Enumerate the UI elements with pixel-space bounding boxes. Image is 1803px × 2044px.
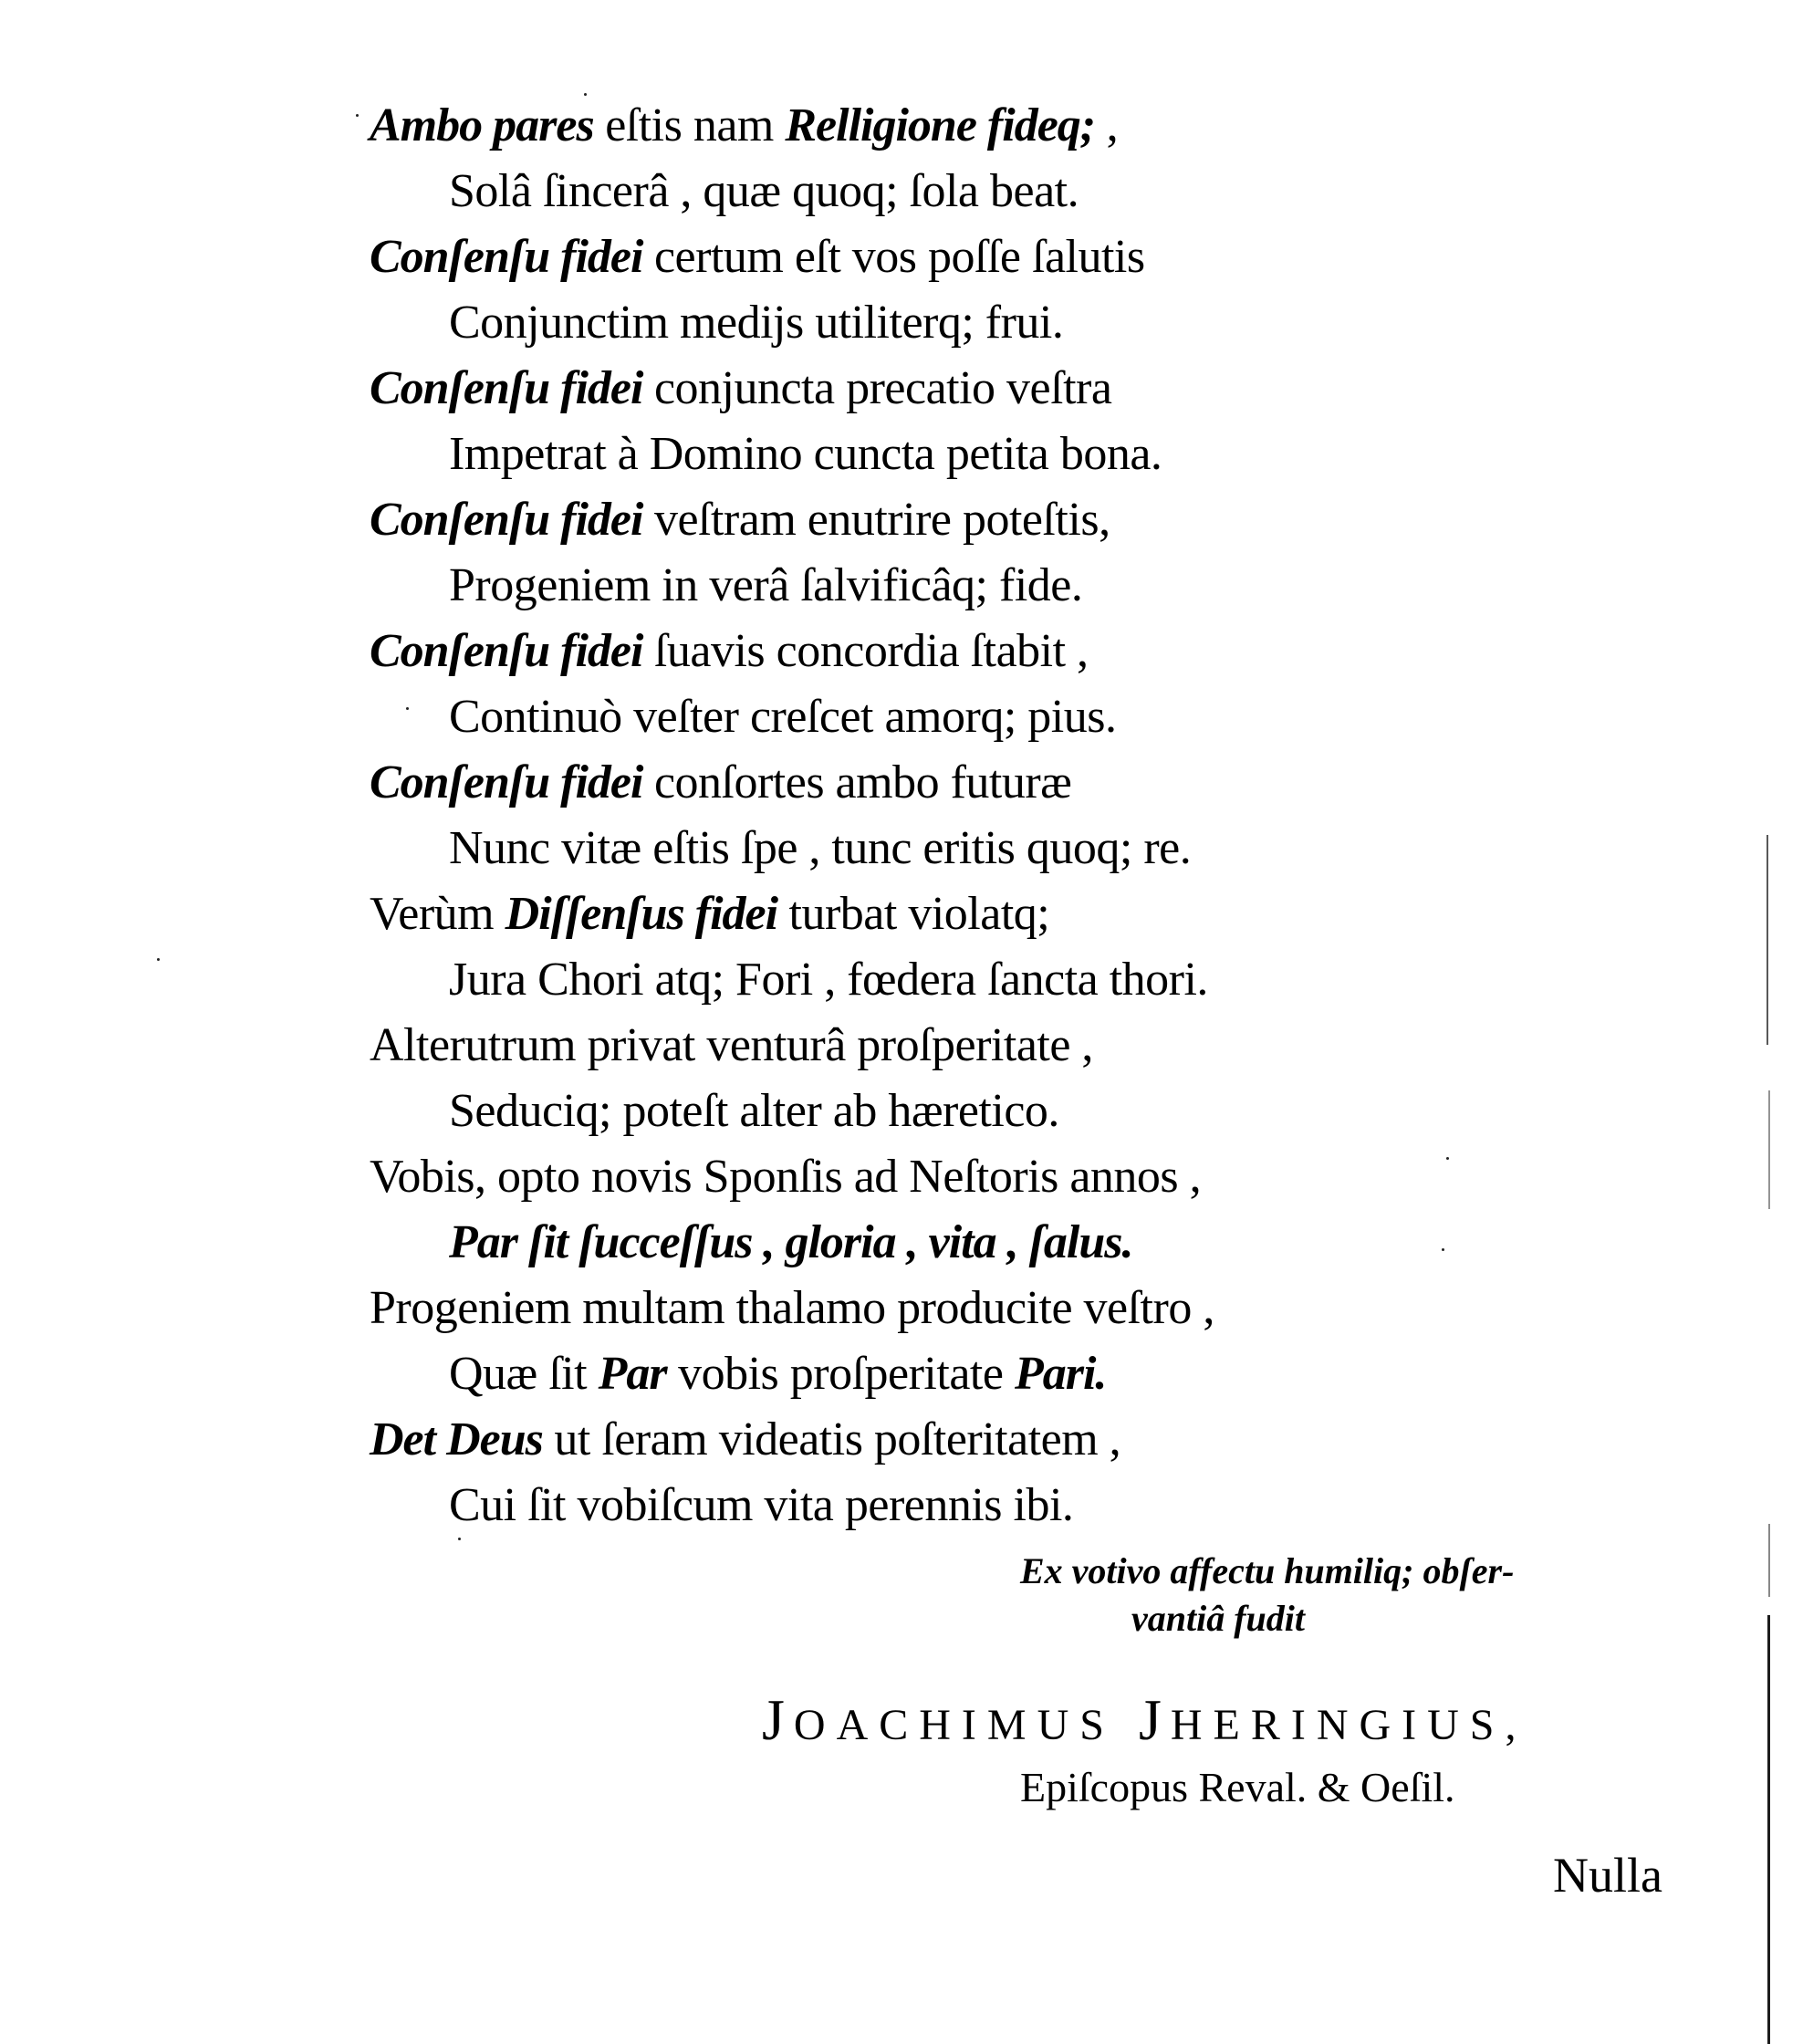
roman-text: turbat violatq; [777,888,1050,940]
roman-text: Progeniem in verâ ſalvificâq; fide. [449,559,1083,611]
italic-phrase: Par ſit ſucceſſus , gloria , vita , ſalus. [449,1216,1133,1268]
ink-speck [356,114,359,117]
poem-line-9 [370,624,1089,679]
ink-speck [157,958,160,961]
poem-line-7 [370,493,1110,548]
poem-line-3 [370,230,1145,285]
poem-line-12 [449,821,1191,876]
author-name [762,1688,1527,1757]
ink-speck [584,93,587,96]
poem-line-11 [370,756,1071,810]
author-title: Epiſcopus Reval. & Oeſil. [1020,1764,1455,1810]
dedication-line-2: vantiâ fudit [1131,1598,1306,1639]
ink-speck [1442,1248,1444,1251]
roman-text: Impetrat à Domino cuncta petita bona. [449,428,1162,480]
poem-line-4 [449,296,1063,350]
roman-text: Solâ ſincerâ , quæ quoq; ſola beat. [449,165,1079,217]
italic-phrase: Relligione fideq; [785,99,1096,151]
italic-phrase: Det Deus [370,1413,543,1465]
name-initial: J [1138,1687,1171,1752]
italic-phrase: Diſſenſus fidei [505,888,778,940]
punctuation: , [1095,99,1119,151]
roman-text: Cui ſit vobiſcum vita perennis ibi. [449,1479,1074,1531]
italic-phrase: Conſenſu fidei [370,494,643,546]
poem-line-6 [449,427,1162,482]
roman-text: Conjunctim medijs utiliterq; frui. [449,297,1064,349]
page-edge-line [1768,1524,1770,1597]
poem-line-21 [370,1413,1120,1467]
italic-phrase: Ambo pares [370,99,594,151]
roman-text: Nunc vitæ eſtis ſpe , tunc eritis quoq; re. [449,822,1192,874]
roman-text: vobis proſperitate [666,1348,1015,1400]
roman-text: Quæ ſit [449,1348,599,1400]
roman-text: conjuncta precatio veſtra [642,362,1112,414]
poem-line-17 [370,1150,1201,1204]
poem-line-10 [449,690,1116,745]
italic-phrase: Pari. [1014,1348,1107,1400]
poem-line-8 [449,558,1082,613]
catchword: Nulla [1553,1848,1662,1903]
roman-text: Vobis, opto novis Sponſis ad Neſtoris annos , [370,1151,1202,1203]
roman-text: conſortes ambo futuræ [642,756,1072,808]
poem-line-20 [449,1347,1106,1402]
page-edge-line [1767,1615,1770,2044]
roman-text: certum eſt vos poſſe ſalutis [642,231,1145,283]
ink-speck [458,1538,461,1540]
italic-phrase: Conſenſu fidei [370,625,643,677]
roman-text: ſuavis concordia ſtabit , [642,625,1089,677]
name-last: HERINGIUS, [1170,1701,1527,1749]
roman-text: Continuò veſter creſcet amorq; pius. [449,691,1117,743]
roman-text: Seduciq; poteſt alter ab hæretico. [449,1085,1059,1137]
name-first: OACHIMUS [793,1701,1115,1749]
poem-line-5 [370,361,1111,416]
roman-text: eſtis nam [593,99,786,151]
roman-text: veſtram enutrire poteſtis, [642,494,1110,546]
poem-line-1 [370,99,1118,153]
poem-line-2 [449,164,1079,219]
italic-phrase: Conſenſu fidei [370,362,643,414]
italic-phrase: Conſenſu fidei [370,231,643,283]
dedication-line-1: Ex votivo affectu humiliq; obſer- [1020,1550,1515,1591]
italic-phrase: Conſenſu fidei [370,756,643,808]
page-edge-line [1768,1090,1770,1209]
roman-text: Verùm [370,888,505,940]
roman-text: Alterutrum privat venturâ proſperitate , [370,1019,1093,1071]
ink-speck [406,707,409,710]
roman-text: Progeniem multam thalamo producite veſtro , [370,1282,1214,1334]
roman-text: Jura Chori atq; Fori , fœdera ſancta thori. [449,954,1208,1006]
poem-line-15 [370,1018,1093,1073]
poem-line-22 [449,1478,1073,1533]
poem-line-16 [449,1084,1059,1139]
roman-text: ut ſeram videatis poſteritatem , [542,1413,1121,1465]
poem-line-18 [449,1215,1133,1270]
italic-phrase: Par [598,1348,667,1400]
name-initial: J [762,1687,794,1752]
poem-line-19 [370,1281,1214,1336]
poem-line-13 [370,887,1049,942]
page-edge-line [1767,835,1768,1045]
ink-speck [1446,1157,1449,1160]
poem-line-14 [449,953,1208,1007]
